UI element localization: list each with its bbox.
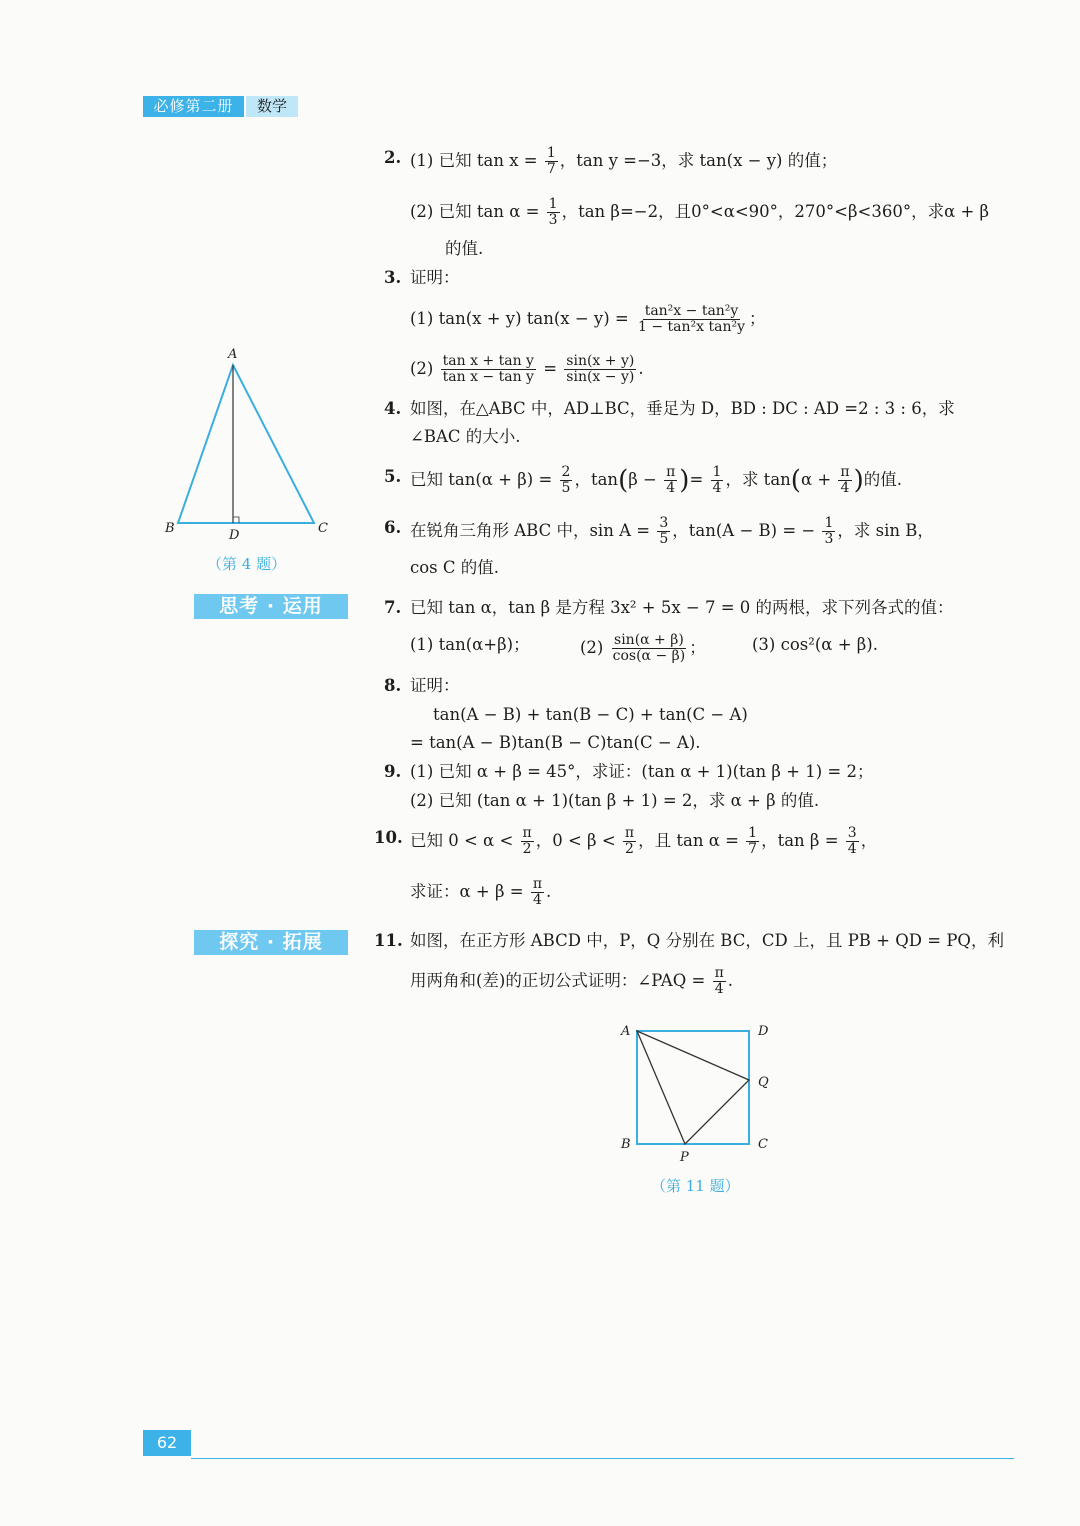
problem-9-line-1: (1) 已知 α + β = 45°，求证：(tan α + 1)(tan β + 1) = 2；	[410, 762, 874, 781]
triangle-abc	[178, 365, 314, 523]
problem-10-number: 10.	[374, 828, 403, 847]
fraction: $\frac{\pi}{4}$	[666, 464, 676, 496]
header-subject-label: 数学	[246, 96, 298, 117]
problem-5-text: 已知 tan(α + β) = $\frac{2}{5}$ ，tan(β − $\frac{\pi}{4}$ )= $\frac{1}{4}$ ，求 tan(α + $\frac{\pi}{4}$ )的值.	[410, 464, 903, 496]
label-b: B	[621, 1137, 631, 1152]
problem-8-number: 8.	[384, 676, 402, 695]
label-c: C	[318, 521, 328, 536]
problem-8-title: 证明：	[410, 676, 460, 695]
problem-11-number: 11.	[374, 931, 403, 950]
problem-7-number: 7.	[384, 598, 402, 617]
label-a: A	[228, 347, 238, 362]
footer-rule	[191, 1458, 1014, 1459]
problem-6-number: 6.	[384, 518, 402, 537]
problem-4-line-1: 如图，在△ABC 中，AD⊥BC，垂足为 D，BD : DC : AD =2 : 3 : 6，求	[410, 399, 955, 418]
label-d: D	[229, 528, 240, 543]
section-think-apply: 思考 · 运用	[194, 594, 348, 619]
problem-7-line-1: 已知 tan α，tan β 是方程 3x² + 5x − 7 = 0 的两根，求下列各式的值：	[410, 598, 954, 617]
problem-2-number: 2.	[384, 148, 402, 167]
problem-2-part-1: (1) 已知 tan x = $\frac{1}{7}$ ，tan y =−3，求 tan(x − y) 的值；	[410, 145, 838, 177]
label-q: Q	[758, 1075, 769, 1090]
figure-4-triangle	[160, 340, 340, 545]
problem-2-part-2: (2) 已知 tan α = $\frac{1}{3}$ ，tan β=−2，且0°<α<90°，270°<β<360°，求α + β	[410, 196, 990, 228]
label-a: A	[621, 1024, 631, 1039]
problem-7-part-2: (2) $\frac{\sin(\alpha + \beta)}{\cos(\alpha - \beta)}$ ；	[580, 632, 706, 664]
fraction: $\frac{1}{7}$	[546, 145, 556, 177]
fraction: $\frac{\sin(\alpha + \beta)}{\cos(\alpha - \beta)}$	[612, 632, 686, 664]
label-b: B	[165, 521, 175, 536]
fraction: $\frac{3}{4}$	[847, 825, 857, 857]
problem-3-title: 证明：	[410, 268, 460, 287]
fraction: $\frac{1}{7}$	[748, 825, 758, 857]
problem-3-part-1: (1) tan(x + y) tan(x − y) = $\frac{\text{tan²x − tan²y}}{\text{1 − tan²x tan²y}}$ ；	[410, 303, 766, 335]
square-abcd	[637, 1031, 749, 1144]
fraction: $\frac{1}{4}$	[712, 464, 722, 496]
problem-6-line-1: 在锐角三角形 ABC 中，sin A = $\frac{3}{5}$ ，tan(A − B) = − $\frac{1}{3}$ ，求 sin B，	[410, 515, 934, 547]
problem-11-line-1: 如图，在正方形 ABCD 中，P，Q 分别在 BC，CD 上，且 PB + QD = PQ，利	[410, 931, 1004, 950]
problem-10-line-1: 已知 0 < α < $\frac{\pi}{2}$ ，0 < β < $\frac{\pi}{2}$ ，且 tan α = $\frac{1}{7}$ ，tan β = $\frac{3}{4}$ ，	[410, 825, 878, 857]
label-p: P	[680, 1150, 689, 1165]
fraction: $\frac{3}{5}$	[659, 515, 669, 547]
problem-2-part-2-continued: 的值.	[445, 239, 484, 258]
fraction: $\frac{\pi}{2}$	[522, 825, 532, 857]
problem-9-number: 9.	[384, 762, 402, 781]
figure-11-caption: （第 11 题）	[651, 1177, 740, 1195]
page-number: 62	[143, 1430, 191, 1456]
triangle-apq	[637, 1031, 749, 1144]
label-c: C	[758, 1137, 768, 1152]
problem-8-line-1: tan(A − B) + tan(B − C) + tan(C − A)	[433, 705, 748, 724]
header-book-label: 必修第二册	[143, 96, 244, 117]
problem-7-part-1: (1) tan(α+β)；	[410, 635, 530, 654]
problem-3-part-2: (2) $\frac{\text{tan x + tan y}}{\text{tan x − tan y}}$ = $\frac{\sin(x + y)}{\sin(x - y)}$ .	[410, 353, 644, 385]
problem-8-line-2: = tan(A − B)tan(B − C)tan(C − A).	[410, 733, 701, 752]
fraction: $\frac{2}{5}$	[561, 464, 571, 496]
problem-6-line-2: cos C 的值.	[410, 558, 500, 577]
figure-11-square	[610, 1015, 780, 1165]
problem-4-line-2: ∠BAC 的大小.	[410, 427, 521, 446]
label-d: D	[758, 1024, 769, 1039]
problem-11-line-2: 用两角和(差)的正切公式证明：∠PAQ = $\frac{\pi}{4}$ .	[410, 965, 734, 997]
fraction: $\frac{\text{tan²x − tan²y}}{\text{1 − tan²x tan²y}}$	[638, 303, 746, 335]
fraction: $\frac{\sin(x + y)}{\sin(x - y)}$	[566, 353, 635, 385]
fraction: $\frac{\pi}{4}$	[714, 965, 724, 997]
problem-5-number: 5.	[384, 467, 402, 486]
problem-10-line-2: 求证：α + β = $\frac{\pi}{4}$ .	[410, 876, 552, 908]
fraction: $\frac{1}{3}$	[824, 515, 834, 547]
problem-4-number: 4.	[384, 399, 402, 418]
fraction: $\frac{\text{tan x + tan y}}{\text{tan x − tan y}}$	[442, 353, 534, 385]
problem-7-part-3: (3) cos²(α + β).	[752, 635, 878, 654]
section-explore-extend: 探究 · 拓展	[194, 930, 348, 955]
problem-9-line-2: (2) 已知 (tan α + 1)(tan β + 1) = 2，求 α + β 的值.	[410, 791, 820, 810]
problem-3-number: 3.	[384, 268, 402, 287]
fraction: $\frac{\pi}{2}$	[624, 825, 635, 857]
fraction: $\frac{1}{3}$	[548, 196, 558, 228]
figure-4-caption: （第 4 题）	[207, 555, 287, 573]
fraction: $\frac{\pi}{4}$	[840, 464, 850, 496]
fraction: $\frac{\pi}{4}$	[532, 876, 543, 908]
